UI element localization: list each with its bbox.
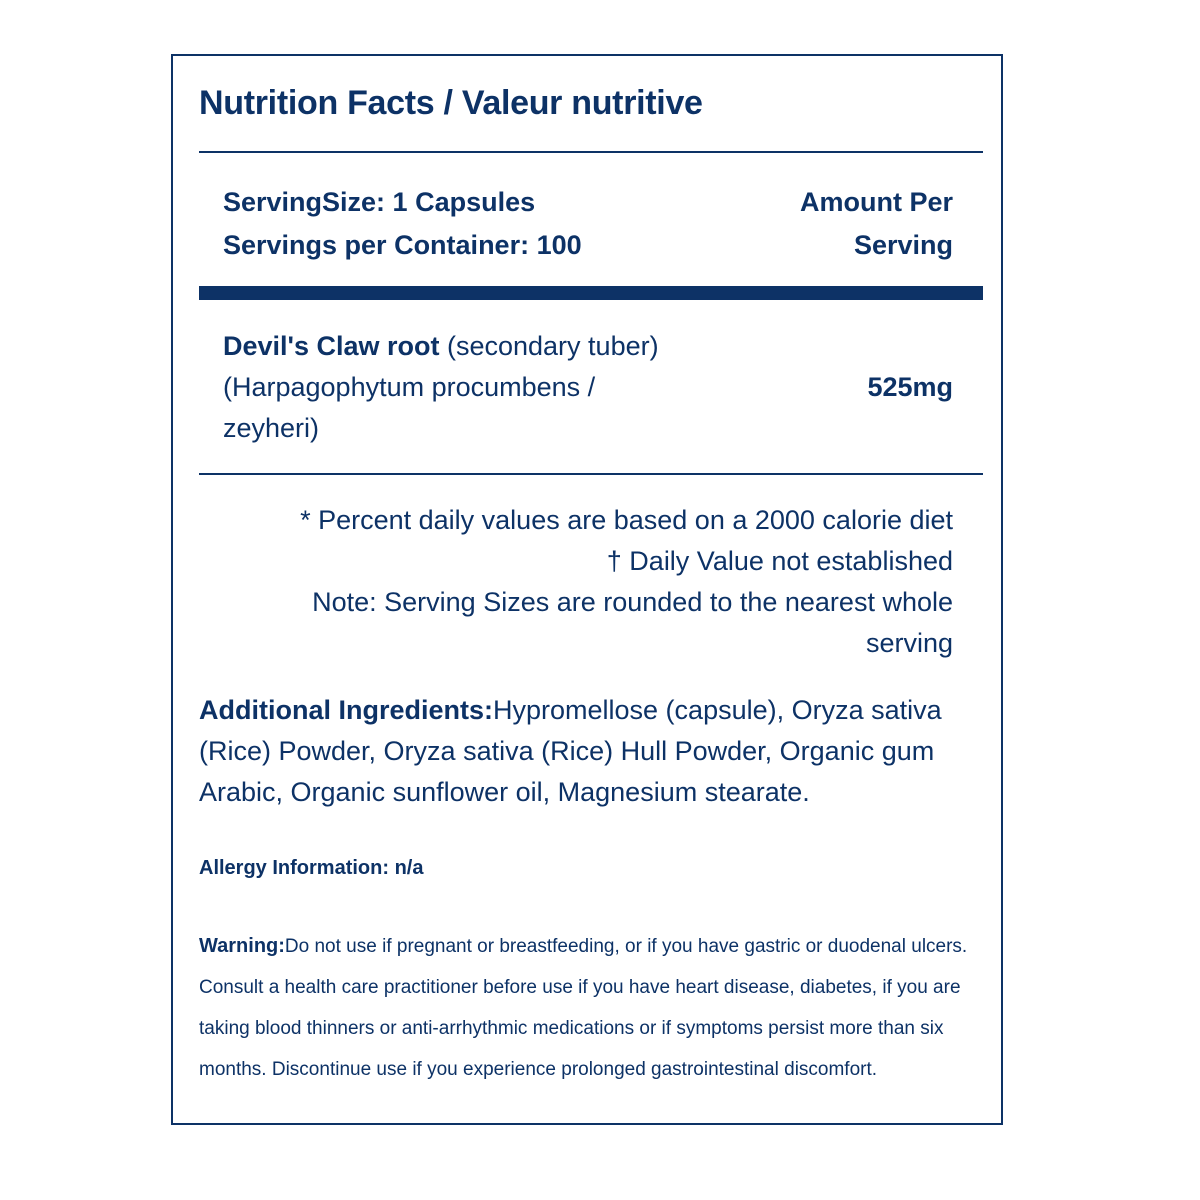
warning-text: Do not use if pregnant or breastfeeding, or if you have gastric or duodenal ulcers. Consult a health care practitioner before use if you have heart disease, diabetes, if you are taking blood thinners or anti-arrhythmic medications or if symptoms persist more than six months. Discontinue use if you experience prolonged gastrointestinal discomfort. <box>199 936 968 1080</box>
additional-ingredients <box>199 690 959 813</box>
ingredient-amount: 525mg <box>867 372 953 402</box>
additional-ingredients-text: Hypromellose (capsule), Oryza sativa (Rice) Powder, Oryza sativa (Rice) Hull Powder, Organic gum Arabic, Organic sunflower oil, Magnesium stearate. <box>199 695 942 807</box>
note-rounding: Note: Serving Sizes are rounded to the nearest whole serving <box>312 587 953 658</box>
amount-header-line2: Serving <box>853 230 953 260</box>
page-title: Nutrition Facts / Valeur nutritive <box>199 84 703 122</box>
serving-info <box>223 181 582 267</box>
notes-block <box>253 500 953 664</box>
servings-per-container: Servings per Container: 100 <box>223 230 582 260</box>
warning-block <box>199 926 989 1090</box>
serving-size: ServingSize: 1 Capsules <box>223 187 536 217</box>
ingredient-name: Devil's Claw root <box>223 331 440 361</box>
amount-header <box>800 181 953 267</box>
note-daily-values: * Percent daily values are based on a 2000 calorie diet <box>300 505 953 535</box>
allergy-information <box>199 854 423 882</box>
additional-ingredients-label: Additional Ingredients: <box>199 695 493 725</box>
divider-top <box>199 151 983 153</box>
ingredient-row <box>223 326 693 449</box>
note-dv-not-established: † Daily Value not established <box>606 546 953 576</box>
divider-middle <box>199 473 983 475</box>
allergy-label: Allergy Information: <box>199 857 390 879</box>
amount-header-line1: Amount Per <box>799 187 953 217</box>
divider-thick <box>199 286 983 300</box>
nutrition-facts-panel <box>171 54 1003 1125</box>
ingredient-detail: (secondary tuber) (Harpagophytum procumbens / zeyheri) <box>223 331 659 443</box>
allergy-value: n/a <box>389 857 424 879</box>
warning-label: Warning: <box>199 935 285 957</box>
